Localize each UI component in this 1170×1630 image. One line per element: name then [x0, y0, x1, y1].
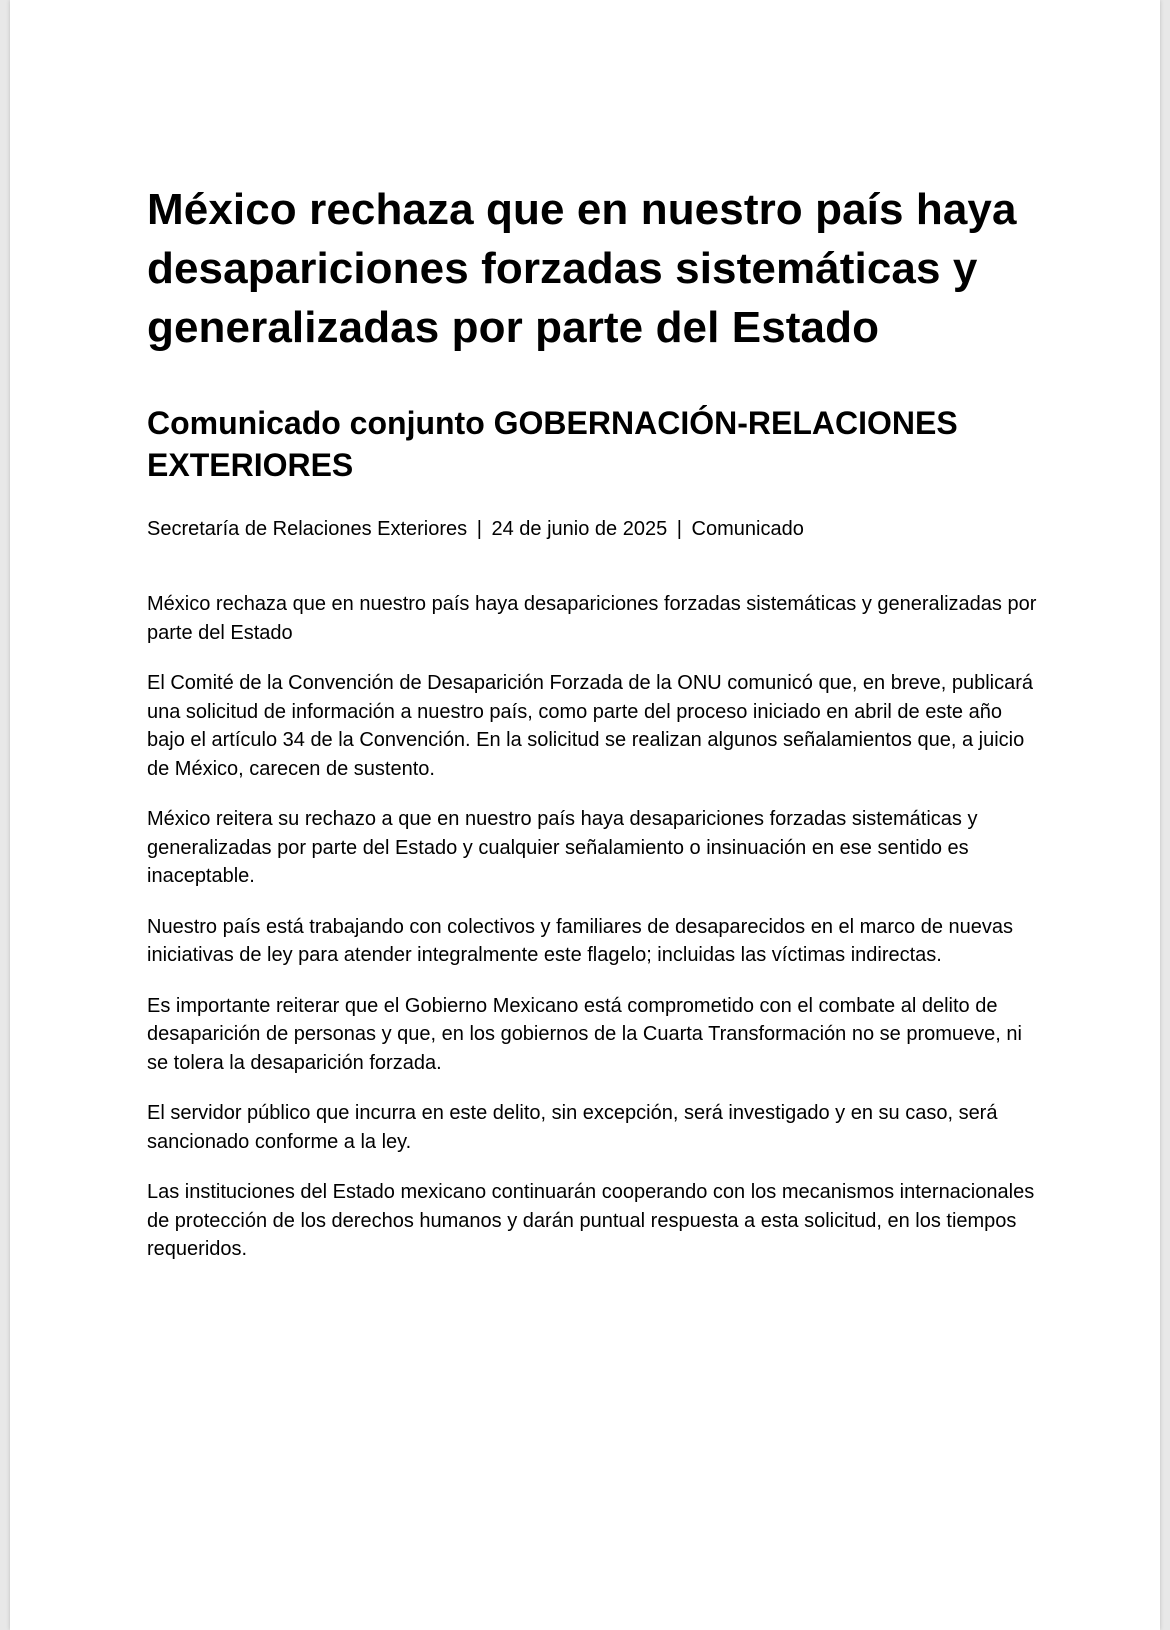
body-paragraph: El Comité de la Convención de Desaparición Forzada de la ONU comunicó que, en breve, publicará una solicitud de información a nuestro país, como parte del proceso iniciado en abril de este año bajo el artículo 34 de la Convención. En la solicitud se realizan algunos señalamientos que, a juicio de México, carecen de sustento. — [147, 672, 1034, 780]
body-paragraph: El servidor público que incurra en este delito, sin excepción, será investigado y en su caso, será sancionado conforme a la ley. — [147, 1102, 998, 1153]
meta-date: 24 de junio de 2025 — [491, 518, 668, 540]
meta-separator: | — [476, 518, 482, 540]
meta-source: Secretaría de Relaciones Exteriores — [147, 518, 468, 540]
document-body — [147, 590, 1037, 1264]
body-paragraph: Nuestro país está trabajando con colectivos y familiares de desaparecidos en el marco de nuevas iniciativas de ley para atender integralmente este flagelo; incluidas las víctimas indirectas. — [147, 915, 1014, 966]
body-paragraph: Las instituciones del Estado mexicano continuarán cooperando con los mecanismos internacionales de protección de los derechos humanos y darán puntual respuesta a esta solicitud, en los tiempos requeridos. — [147, 1181, 1035, 1260]
document-content — [147, 180, 1037, 1286]
body-paragraph: México reitera su rechazo a que en nuestro país haya desapariciones forzadas sistemáticas y generalizadas por parte del Estado y cualquier señalamiento o insinuación en ese sentido es inaceptable. — [147, 808, 978, 887]
body-paragraph: México rechaza que en nuestro país haya desapariciones forzadas sistemáticas y generalizadas por parte del Estado — [147, 593, 1037, 644]
document-title: México rechaza que en nuestro país haya desapariciones forzadas sistemáticas y generalizadas por parte del Estado — [147, 185, 1017, 352]
meta-type: Comunicado — [691, 518, 804, 540]
document-meta — [147, 515, 1037, 543]
document-subtitle: Comunicado conjunto GOBERNACIÓN-RELACIONES EXTERIORES — [147, 405, 958, 483]
document-page — [10, 0, 1160, 1630]
body-paragraph: Es importante reiterar que el Gobierno Mexicano está comprometido con el combate al delito de desaparición de personas y que, en los gobiernos de la Cuarta Transformación no se promueve, ni se tolera la desaparición forzada. — [147, 994, 1022, 1074]
meta-separator: | — [676, 518, 682, 540]
